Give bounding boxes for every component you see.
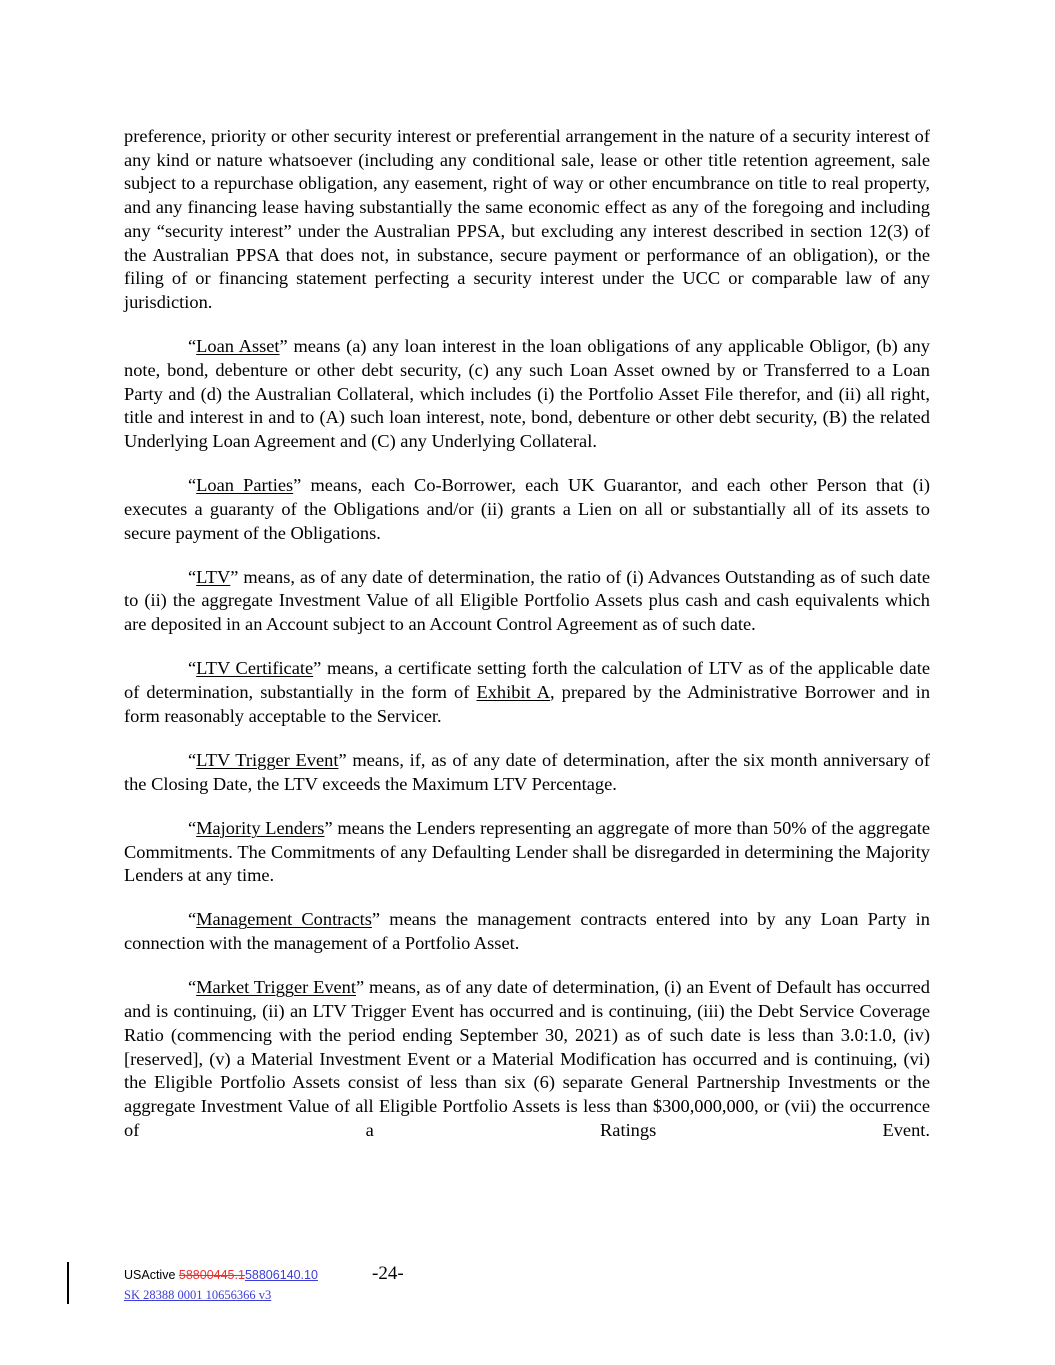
defined-term: Loan Parties: [196, 475, 294, 496]
definition-loan-asset: “Loan Asset” means (a) any loan interest in the loan obligations of any applicable Obligor, (b) any note, bond, debenture or other debt security, (c) any such Loan Asset owned by or Transferred to a Loan Party and (d) the Australian Collateral, which includes (i) the Portfolio Asset File therefor, and (ii) all right, title and interest in and to (A) such loan interest, note, bond, debenture or other debt security, (B) the related Underlying Loan Agreement and (C) any Underlying Collateral.: [124, 336, 930, 451]
defined-term: Loan Asset: [196, 336, 280, 357]
definition-text: means (a) any loan interest in the loan obligations of any applicable Obligor, (b) any note, bond, debenture or other debt security, (c) any such Loan Asset owned by or Transferred to a Loan Party and (d) the Australian Collateral, which includes (i) the Portfolio Asset File therefor, and (ii) all right, title and interest in and to (A) such loan interest, note, bond, debenture or other debt security, (B) the related Underlying Loan Agreement and (C) any Underlying Collateral.: [124, 336, 930, 451]
defined-term: Market Trigger Event: [196, 977, 356, 998]
definition-text: means, each Co-Borrower, each UK Guarantor, and each other Person that (i) executes a guaranty of the Obligations and/or (ii) grants a Lien on all or substantially all of its assets to secure payment of the Obligations.: [124, 475, 930, 543]
defined-term: Majority Lenders: [196, 817, 325, 838]
definition-text: means the Lenders representing an aggregate of more than 50% of the aggregate Commitments. The Commitments of any Defaulting Lender shall be disregarded in determining the Majority Lenders at any time.: [124, 817, 931, 886]
doc-id-inserted: 58806140.10: [244, 1268, 318, 1282]
definition-text-continued: , prepared by the Administrative Borrower and in form reasonably acceptable to the Servicer.: [124, 682, 931, 726]
definition-market-trigger-event: “Market Trigger Event” means, as of any date of determination, (i) an Event of Default has occurred and is continuing, (ii) an LTV Trigger Event has occurred and is continuing, (iii) the Debt Service Coverage Ratio (commencing with the period ending September 30, 2021) as of such date is less than 3.0:1.0, (iv) [reserved], (v) a Material Investment Event or a Material Modification has occurred and is continuing, (vi) the Eligible Portfolio Assets consist of less than six (6) separate General Partnership Investments or the aggregate Investment Value of all Eligible Portfolio Assets is less than $300,000,000, or (vii) the occurrence of a Ratings Event.: [124, 977, 930, 1140]
definition-text: means, a certificate setting forth the calculation of LTV as of the applicable date of determination, substantially in the form of: [124, 658, 930, 703]
definition-ltv-trigger-event: “LTV Trigger Event” means, if, as of any date of determination, after the six month anniversary of the Closing Date, the LTV exceeds the Maximum LTV Percentage.: [124, 749, 930, 794]
definition-ltv-certificate: “LTV Certificate” means, a certificate setting forth the calculation of LTV as of the applicable date of determination, substantially in the form of Exhibit A, prepared by the Administrative Borrower and in form reasonably acceptable to the Servicer.: [124, 658, 931, 726]
doc-id-prefix: USActive: [124, 1268, 179, 1282]
doc-id-deleted: 58800445.1: [178, 1268, 245, 1282]
definition-management-contracts: “Management Contracts” means the management contracts entered into by any Loan Party in connection with the management of a Portfolio Asset.: [124, 909, 930, 954]
defined-term: LTV Certificate: [196, 658, 314, 679]
definition-text: means the management contracts entered into by any Loan Party in connection with the management of a Portfolio Asset.: [124, 909, 930, 954]
definition-loan-parties: “Loan Parties” means, each Co-Borrower, each UK Guarantor, and each other Person that (i) executes a guaranty of the Obligations and/or (ii) grants a Lien on all or substantially all of its assets to secure payment of the Obligations.: [124, 475, 930, 543]
revision-change-bar: [67, 1262, 69, 1304]
defined-term: LTV: [196, 566, 231, 587]
defined-term: LTV Trigger Event: [196, 749, 339, 770]
document-body: [124, 125, 930, 1142]
defined-term: Management Contracts: [196, 909, 372, 930]
paragraph-lien-continuation: [124, 125, 930, 315]
definition-ltv: “LTV” means, as of any date of determination, the ratio of (i) Advances Outstanding as of such date to (ii) the aggregate Investment Value of all Eligible Portfolio Assets plus cash and cash equivalents which are deposited in an Account subject to an Account Control Agreement as of such date.: [124, 566, 930, 635]
definition-text: means, if, as of any date of determination, after the six month anniversary of the Closing Date, the LTV exceeds the Maximum LTV Percentage.: [124, 749, 930, 794]
document-id: [124, 1268, 318, 1282]
definition-text: means, as of any date of determination, (i) an Event of Default has occurred and is continuing, (ii) an LTV Trigger Event has occurred and is continuing, (iii) the Debt Service Coverage Ratio (commencing with the period ending September 30, 2021) as of such date is less than 3.0:1.0, (iv) [reserved], (v) a Material Investment Event or a Material Modification has occurred and is continuing, (vi) the Eligible Portfolio Assets consist of less than six (6) separate General Partnership Investments or the aggregate Investment Value of all Eligible Portfolio Assets is less than $300,000,000, or (vii) the occurrence of a Ratings Event.: [124, 977, 930, 1140]
page-footer: [0, 1262, 1055, 1312]
exhibit-reference: Exhibit A: [476, 682, 550, 703]
definition-majority-lenders: “Majority Lenders” means the Lenders representing an aggregate of more than 50% of the aggregate Commitments. The Commitments of any Defaulting Lender shall be disregarded in determining the Majority Lenders at any time.: [124, 817, 931, 886]
sk-reference: SK 28388 0001 10656366 v3: [124, 1288, 272, 1302]
definition-text: means, as of any date of determination, the ratio of (i) Advances Outstanding as of such date to (ii) the aggregate Investment Value of all Eligible Portfolio Assets plus cash and cash equivalents which are deposited in an Account subject to an Account Control Agreement as of such date.: [124, 566, 930, 635]
page-number: -24-: [372, 1263, 404, 1284]
paragraph-text: preference, priority or other security interest or preferential arrangement in the nature of a security interest of any kind or nature whatsoever (including any conditional sale, lease or other title retention agreement, sale subject to a repurchase obligation, any easement, right of way or other encumbrance on title to real property, and any financing lease having substantially the same economic effect as any of the foregoing and including any “security interest” under the Australian PPSA, but excluding any interest described in section 12(3) of the Australian PPSA that does not, in substance, secure payment or performance of an obligation), or the filing of or financing statement perfecting a security interest under the UCC or comparable law of any jurisdiction.: [124, 126, 930, 312]
